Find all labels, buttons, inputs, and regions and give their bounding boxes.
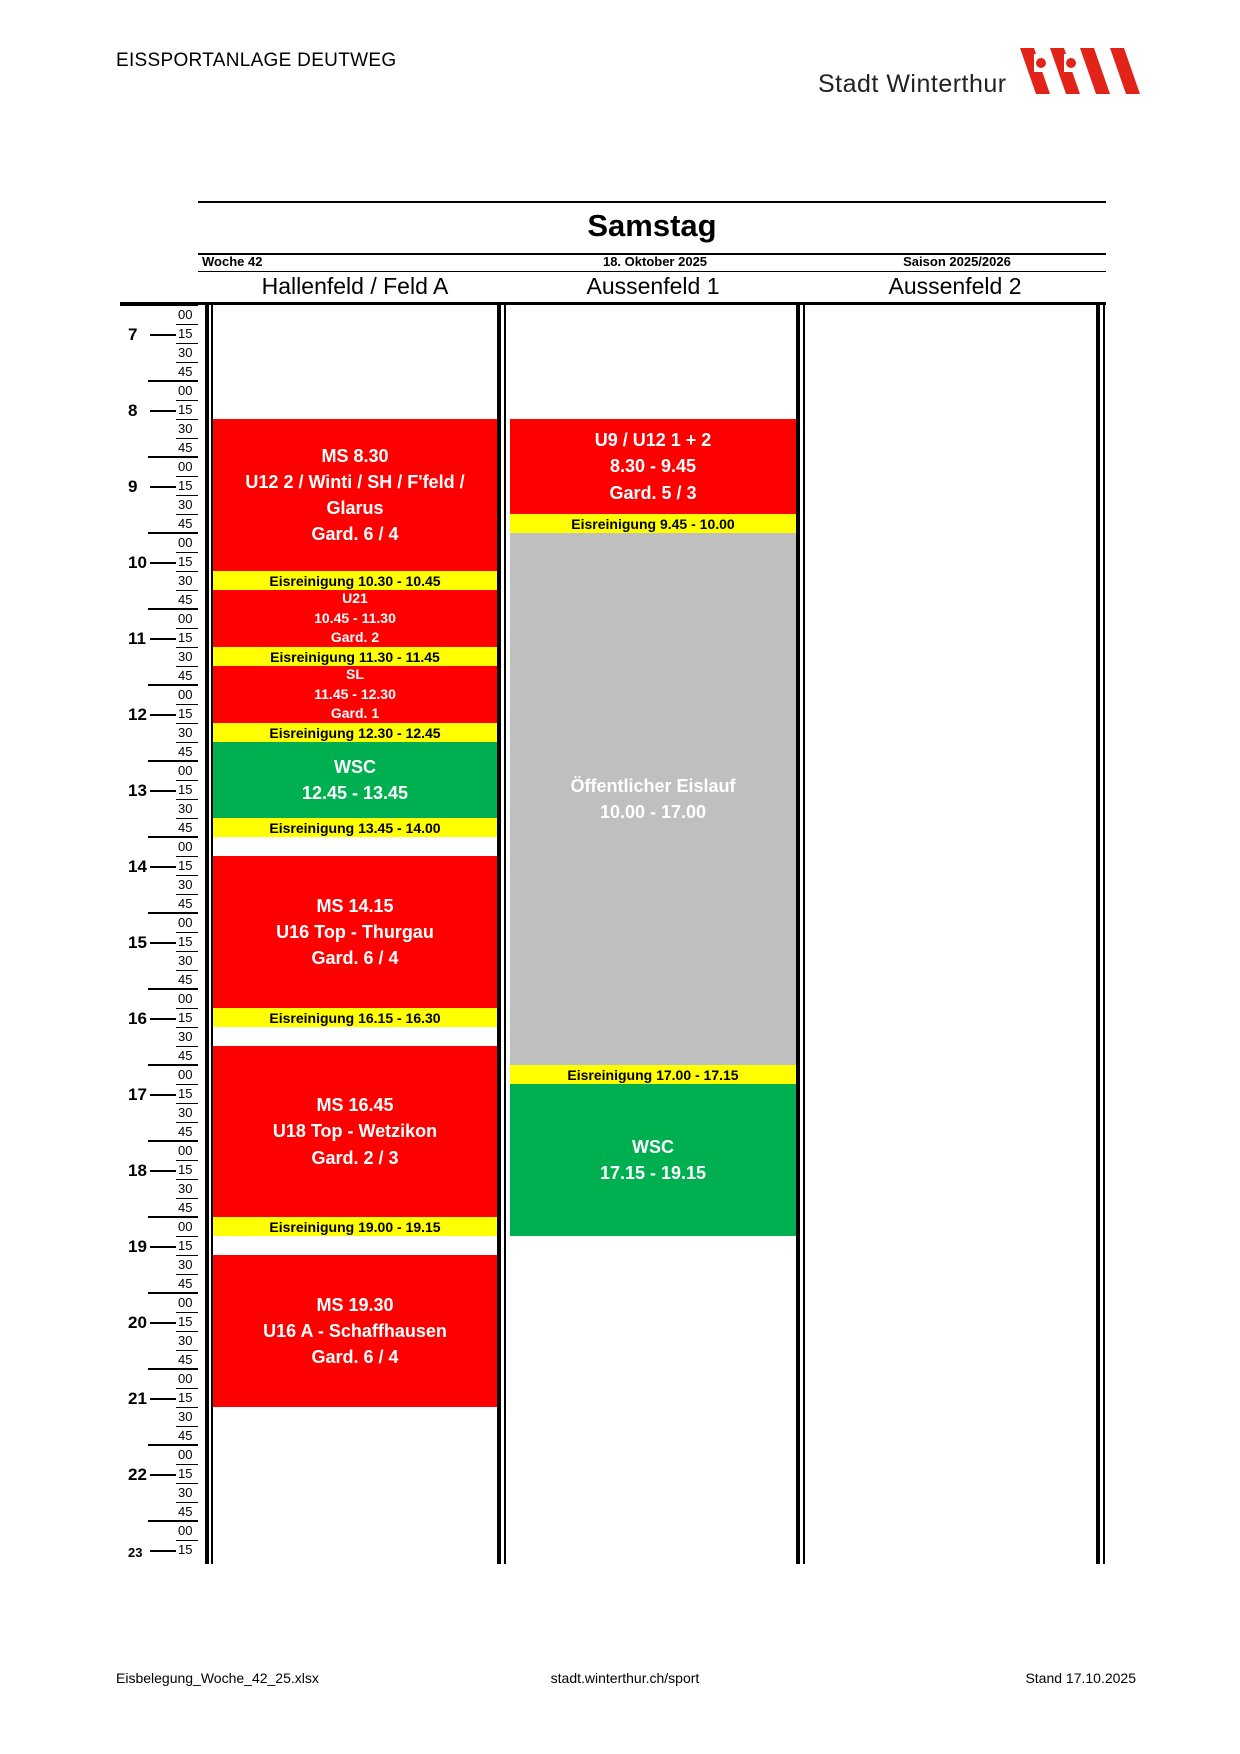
column-header-hallenfeld: Hallenfeld / Feld A [261,273,449,299]
quarter-tick [176,799,198,800]
booking-text: MS 14.15 [316,895,394,916]
booking-slot [213,666,497,723]
quarter-tick [176,1198,198,1199]
booking-text: MS 8.30 [321,445,389,466]
quarter-tick [176,1084,198,1085]
minute-label: 45 [178,364,193,379]
minute-label: 30 [178,1409,193,1424]
quarter-tick [176,324,198,325]
hour-mid-tick [150,562,176,564]
week-label: Woche 42 [202,254,263,269]
hour-tick [148,532,198,534]
hour-label: 10 [128,552,147,572]
minute-label: 30 [178,1181,193,1196]
minute-label: 15 [178,934,193,949]
quarter-tick [176,362,198,363]
ice-cleaning-slot [213,1217,497,1236]
column-header-aussenfeld-1: Aussenfeld 1 [586,273,720,299]
hour-mid-tick [150,714,176,716]
booking-text: Eisreinigung 9.45 - 10.00 [571,515,735,532]
minute-label: 00 [178,763,193,778]
hour-label: 13 [128,780,147,800]
booking-slot [213,742,497,818]
hour-label: 19 [128,1236,147,1256]
hour-label: 20 [128,1312,147,1332]
hour-label: 18 [128,1160,147,1180]
quarter-tick [176,1274,198,1275]
minute-label: 30 [178,573,193,588]
hour-tick [148,684,198,686]
minute-label: 45 [178,1428,193,1443]
minute-label: 45 [178,1276,193,1291]
booking-slot [213,590,497,647]
minute-label: 00 [178,915,193,930]
quarter-tick [176,780,198,781]
booking-text: Eisreinigung 13.45 - 14.00 [269,819,441,836]
booking-text: Öffentlicher Eislauf [570,775,736,796]
quarter-tick [176,818,198,819]
minute-label: 00 [178,383,193,398]
quarter-tick [176,514,198,515]
quarter-tick [176,1426,198,1427]
hour-label: 16 [128,1008,147,1028]
quarter-tick [176,495,198,496]
quarter-tick [176,476,198,477]
minute-label: 00 [178,1371,193,1386]
hour-mid-tick [150,1246,176,1248]
hour-label: 21 [128,1388,147,1408]
column-divider [1103,302,1105,1564]
quarter-tick [176,723,198,724]
booking-text: U18 Top - Wetzikon [272,1121,438,1142]
column-divider [205,302,209,1564]
minute-label: 00 [178,1523,193,1538]
minute-label: 00 [178,1295,193,1310]
hour-tick [148,836,198,838]
minute-label: 30 [178,1029,193,1044]
minute-label: 15 [178,706,193,721]
hour-tick [148,456,198,458]
facility-title: EISSPORTANLAGE DEUTWEG [116,50,397,71]
minute-label: 15 [178,326,193,341]
hour-mid-tick [150,942,176,944]
booking-text: 17.15 - 19.15 [599,1163,707,1183]
hour-mid-tick [150,1550,176,1552]
booking-text: U21 [342,590,368,607]
hour-mid-tick [150,790,176,792]
quarter-tick [176,1179,198,1180]
booking-text: Eisreinigung 10.30 - 10.45 [269,572,441,589]
booking-text: 8.30 - 9.45 [609,456,697,477]
quarter-tick [176,571,198,572]
header-rule [198,201,1106,203]
quarter-tick [176,1046,198,1047]
minute-label: 45 [178,744,193,759]
ice-cleaning-slot [213,647,497,666]
quarter-tick [176,1483,198,1484]
minute-label: 00 [178,459,193,474]
hour-mid-tick [150,1018,176,1020]
minute-label: 30 [178,801,193,816]
minute-label: 45 [178,1200,193,1215]
minute-label: 15 [178,554,193,569]
minute-label: 15 [178,630,193,645]
quarter-tick [176,932,198,933]
minute-label: 00 [178,535,193,550]
ice-cleaning-slot [510,1065,796,1084]
hour-label: 17 [128,1084,147,1104]
quarter-tick [176,856,198,857]
quarter-tick [176,438,198,439]
minute-label: 15 [178,1466,193,1481]
booking-text: Gard. 2 / 3 [311,1147,399,1168]
footer-filename: Eisbelegung_Woche_42_25.xlsx [116,1670,319,1686]
quarter-tick [176,590,198,591]
minute-label: 15 [178,1162,193,1177]
minute-label: 45 [178,440,193,455]
day-title: Samstag [587,208,717,243]
minute-label: 45 [178,1352,193,1367]
ice-cleaning-slot [213,723,497,742]
minute-label: 00 [178,1219,193,1234]
booking-slot [213,1255,497,1407]
hour-tick [120,304,198,306]
quarter-tick [176,628,198,629]
hour-tick [148,1368,198,1370]
ice-cleaning-slot [213,818,497,837]
booking-slot [510,533,796,1065]
hour-tick [148,1064,198,1066]
winterthur-coat-of-arms-icon [1020,46,1140,96]
season-label: Saison 2025/2026 [903,254,1011,269]
hour-mid-tick [150,1094,176,1096]
booking-text: WSC [334,756,376,777]
minute-label: 15 [178,478,193,493]
header-rule [198,271,1106,272]
booking-slot [213,856,497,1008]
quarter-tick [176,1255,198,1256]
minute-label: 30 [178,877,193,892]
ice-cleaning-slot [213,1008,497,1027]
column-divider [796,302,800,1564]
ice-cleaning-slot [510,514,796,533]
quarter-tick [176,1236,198,1237]
quarter-tick [176,1122,198,1123]
quarter-tick [176,1407,198,1408]
quarter-tick [176,951,198,952]
minute-label: 45 [178,592,193,607]
quarter-tick [176,1350,198,1351]
quarter-tick [176,419,198,420]
minute-label: 00 [178,1067,193,1082]
column-divider [1096,302,1100,1564]
column-divider [803,302,805,1564]
hour-tick [148,912,198,914]
booking-text: U9 / U12 1 + 2 [594,430,712,451]
minute-label: 45 [178,1124,193,1139]
minute-label: 00 [178,1143,193,1158]
hour-tick [148,608,198,610]
minute-label: 15 [178,1542,193,1557]
minute-label: 00 [178,1447,193,1462]
minute-label: 15 [178,402,193,417]
booking-text: Eisreinigung 11.30 - 11.45 [270,648,440,665]
booking-text: 11.45 - 12.30 [314,685,396,702]
quarter-tick [176,875,198,876]
hour-label: 12 [128,704,147,724]
grid-top-rule [120,302,1106,305]
booking-text: U12 2 / Winti / SH / F'feld / [245,471,465,492]
booking-text: 10.45 - 11.30 [314,609,396,626]
hour-label: 8 [128,400,138,420]
minute-label: 30 [178,345,193,360]
minute-label: 15 [178,782,193,797]
booking-slot [213,419,497,571]
ice-cleaning-slot [213,571,497,590]
minute-label: 15 [178,1314,193,1329]
minute-label: 15 [178,858,193,873]
booking-text: Glarus [326,498,384,518]
logo-text: Stadt Winterthur [818,70,1007,98]
quarter-tick [176,704,198,705]
minute-label: 45 [178,820,193,835]
hour-tick [148,988,198,990]
minute-label: 00 [178,307,193,322]
minute-label: 45 [178,516,193,531]
minute-label: 15 [178,1390,193,1405]
quarter-tick [176,970,198,971]
booking-text: U16 Top - Thurgau [276,921,434,942]
minute-label: 00 [178,687,193,702]
hour-label: 22 [128,1464,147,1484]
hour-mid-tick [150,638,176,640]
hour-tick [148,1216,198,1218]
hour-tick [148,1140,198,1142]
minute-label: 30 [178,1105,193,1120]
booking-text: WSC [632,1136,674,1157]
column-header-aussenfeld-2: Aussenfeld 2 [888,273,1022,299]
booking-text: MS 19.30 [316,1294,394,1315]
booking-text: SL [346,666,364,683]
booking-text: MS 16.45 [316,1095,394,1116]
booking-slot [213,1046,497,1217]
minute-label: 30 [178,953,193,968]
quarter-tick [176,552,198,553]
hour-mid-tick [150,410,176,412]
booking-slot [510,419,796,514]
minute-label: 45 [178,1048,193,1063]
minute-label: 30 [178,497,193,512]
booking-text: Gard. 6 / 4 [311,1347,399,1368]
hour-mid-tick [150,1170,176,1172]
booking-text: 10.00 - 17.00 [599,802,707,822]
booking-text: Gard. 2 [330,629,380,646]
hour-mid-tick [150,486,176,488]
quarter-tick [176,1008,198,1009]
minute-label: 30 [178,1333,193,1348]
booking-text: Eisreinigung 17.00 - 17.15 [567,1066,739,1083]
footer-url: stadt.winterthur.ch/sport [550,1670,700,1686]
hour-mid-tick [150,1474,176,1476]
minute-label: 00 [178,839,193,854]
minute-label: 30 [178,421,193,436]
hour-label: 23 [128,1544,143,1560]
quarter-tick [176,1312,198,1313]
booking-text: U16 A - Schaffhausen [263,1320,447,1341]
quarter-tick [176,894,198,895]
quarter-tick [176,647,198,648]
quarter-tick [176,1331,198,1332]
column-divider [504,302,506,1564]
hour-label: 14 [128,856,147,876]
hour-label: 11 [128,628,146,648]
minute-label: 30 [178,1485,193,1500]
booking-text: 12.45 - 13.45 [301,783,409,803]
column-divider [497,302,501,1564]
booking-text: Gard. 6 / 4 [311,948,399,969]
footer-stand: Stand 17.10.2025 [1025,1670,1136,1686]
hour-tick [148,1292,198,1294]
hour-mid-tick [150,1322,176,1324]
quarter-tick [176,1160,198,1161]
minute-label: 45 [178,1504,193,1519]
booking-text: Gard. 6 / 4 [311,524,399,545]
booking-text: Eisreinigung 19.00 - 19.15 [269,1218,441,1235]
hour-mid-tick [150,1398,176,1400]
quarter-tick [176,1027,198,1028]
minute-label: 45 [178,668,193,683]
hour-label: 9 [128,476,138,496]
quarter-tick [176,400,198,401]
minute-label: 15 [178,1086,193,1101]
minute-label: 30 [178,1257,193,1272]
quarter-tick [176,1502,198,1503]
hour-mid-tick [150,866,176,868]
date-label: 18. Oktober 2025 [602,254,708,269]
hour-tick [148,1444,198,1446]
minute-label: 45 [178,972,193,987]
booking-text: Eisreinigung 12.30 - 12.45 [269,724,441,741]
quarter-tick [176,1464,198,1465]
quarter-tick [176,1103,198,1104]
hour-label: 15 [128,932,147,952]
minute-label: 15 [178,1238,193,1253]
booking-text: Gard. 1 [330,705,380,722]
hour-tick [148,380,198,382]
minute-label: 30 [178,649,193,664]
minute-label: 45 [178,896,193,911]
hour-tick [148,1520,198,1522]
quarter-tick [176,742,198,743]
minute-label: 00 [178,611,193,626]
quarter-tick [176,1388,198,1389]
hour-label: 7 [128,324,138,344]
quarter-tick [176,666,198,667]
hour-tick [148,760,198,762]
quarter-tick [176,1540,198,1541]
minute-label: 15 [178,1010,193,1025]
booking-text: Eisreinigung 16.15 - 16.30 [269,1009,441,1026]
minute-label: 30 [178,725,193,740]
minute-label: 00 [178,991,193,1006]
booking-text: Gard. 5 / 3 [609,482,697,503]
booking-slot [510,1084,796,1236]
hour-mid-tick [150,334,176,336]
quarter-tick [176,343,198,344]
